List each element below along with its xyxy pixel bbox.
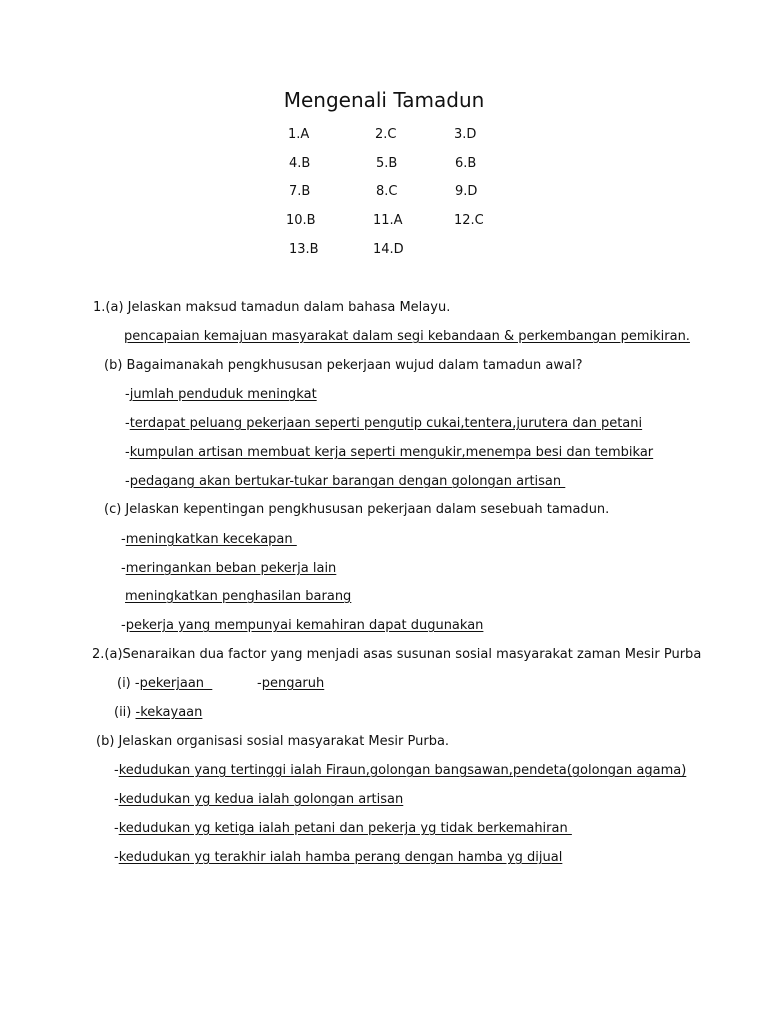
- dash: -: [114, 821, 119, 836]
- answer-item: 11.A: [373, 213, 403, 228]
- answer-text: pekerjaan: [139, 676, 213, 691]
- answer-item: 1.A: [288, 127, 310, 142]
- answer-item: 4.B: [289, 156, 311, 171]
- answer-1c-item: [121, 618, 483, 633]
- answer-2b-item: [114, 850, 562, 865]
- answer-text: kedudukan yg kedua ialah golongan artisan: [118, 792, 404, 807]
- answer-item: 13.B: [289, 242, 319, 257]
- item-label: (i) -: [117, 676, 140, 691]
- dash: -: [125, 445, 130, 460]
- answer-text: meningkatkan penghasilan barang: [125, 589, 352, 604]
- question-1c: (c) Jelaskan kepentingan pengkhususan pekerjaan dalam sesebuah tamadun.: [104, 502, 610, 517]
- answer-item: 2.C: [375, 127, 397, 142]
- answer-1c-item: [125, 589, 351, 604]
- question-2a: 2.(a)Senaraikan dua factor yang menjadi asas susunan sosial masyarakat zaman Mesir Purba: [92, 647, 702, 662]
- dash: -: [114, 763, 119, 778]
- answer-1c-item: [121, 561, 336, 576]
- answer-text: pedagang akan bertukar-tukar barangan dengan golongan artisan: [129, 474, 566, 489]
- dash: -: [114, 850, 119, 865]
- answer-item: 12.C: [454, 213, 484, 228]
- answer-text: pekerja yang mempunyai kemahiran dapat dugunakan: [125, 618, 484, 633]
- answer-item: 7.B: [289, 184, 311, 199]
- dash: -: [121, 561, 126, 576]
- answer-1b-item: [125, 474, 565, 489]
- dash: -: [125, 416, 130, 431]
- answer-2a-ii: [114, 705, 202, 720]
- item-label: (ii): [114, 705, 136, 720]
- answer-text: kumpulan artisan membuat kerja seperti mengukir,menempa besi dan tembikar: [129, 445, 654, 460]
- answer-text: meningkatkan kecekapan: [125, 532, 297, 547]
- answer-text: kedudukan yang tertinggi ialah Firaun,golongan bangsawan,pendeta(golongan agama): [118, 763, 687, 778]
- answer-text: kedudukan yg terakhir ialah hamba perang dengan hamba yg dijual: [118, 850, 563, 865]
- answer-item: 8.C: [376, 184, 398, 199]
- answer-1c-item: [121, 532, 297, 547]
- dash: -: [121, 618, 126, 633]
- answer-item: 6.B: [455, 156, 477, 171]
- answer-item: 5.B: [376, 156, 398, 171]
- answer-2a-i: [117, 676, 212, 691]
- answer-text: terdapat peluang pekerjaan seperti pengutip cukai,tentera,jurutera dan petani: [129, 416, 643, 431]
- answer-item: 9.D: [455, 184, 478, 199]
- answer-text: kedudukan yg ketiga ialah petani dan pekerja yg tidak berkemahiran: [118, 821, 572, 836]
- answer-item: 3.D: [454, 127, 477, 142]
- answer-text: jumlah penduduk meningkat: [129, 387, 317, 402]
- dash: -: [114, 792, 119, 807]
- question-1a: 1.(a) Jelaskan maksud tamadun dalam bahasa Melayu.: [93, 300, 451, 315]
- answer-item: 10.B: [286, 213, 316, 228]
- answer-2b-item: [114, 763, 686, 778]
- answer-2b-item: [114, 792, 403, 807]
- dash: -: [125, 474, 130, 489]
- question-1b: (b) Bagaimanakah pengkhususan pekerjaan wujud dalam tamadun awal?: [104, 358, 583, 373]
- answer-2b-item: [114, 821, 572, 836]
- answer-1b-item: [125, 416, 642, 431]
- answer-1b-item: [125, 387, 317, 402]
- answer-text: pengaruh: [261, 676, 325, 691]
- answer-1a: [124, 329, 690, 344]
- answer-text: meringankan beban pekerja lain: [125, 561, 337, 576]
- answer-text: -kekayaan: [135, 705, 203, 720]
- dash: -: [121, 532, 126, 547]
- answer-2a-i-second: [257, 676, 324, 691]
- question-2b: (b) Jelaskan organisasi sosial masyarakat Mesir Purba.: [96, 734, 450, 749]
- dash: -: [125, 387, 130, 402]
- answer-item: 14.D: [373, 242, 404, 257]
- answer-text: pencapaian kemajuan masyarakat dalam segi kebandaan & perkembangan pemikiran.: [124, 329, 690, 344]
- dash: -: [257, 676, 262, 691]
- page-title: Mengenali Tamadun: [283, 88, 485, 112]
- answer-1b-item: [125, 445, 653, 460]
